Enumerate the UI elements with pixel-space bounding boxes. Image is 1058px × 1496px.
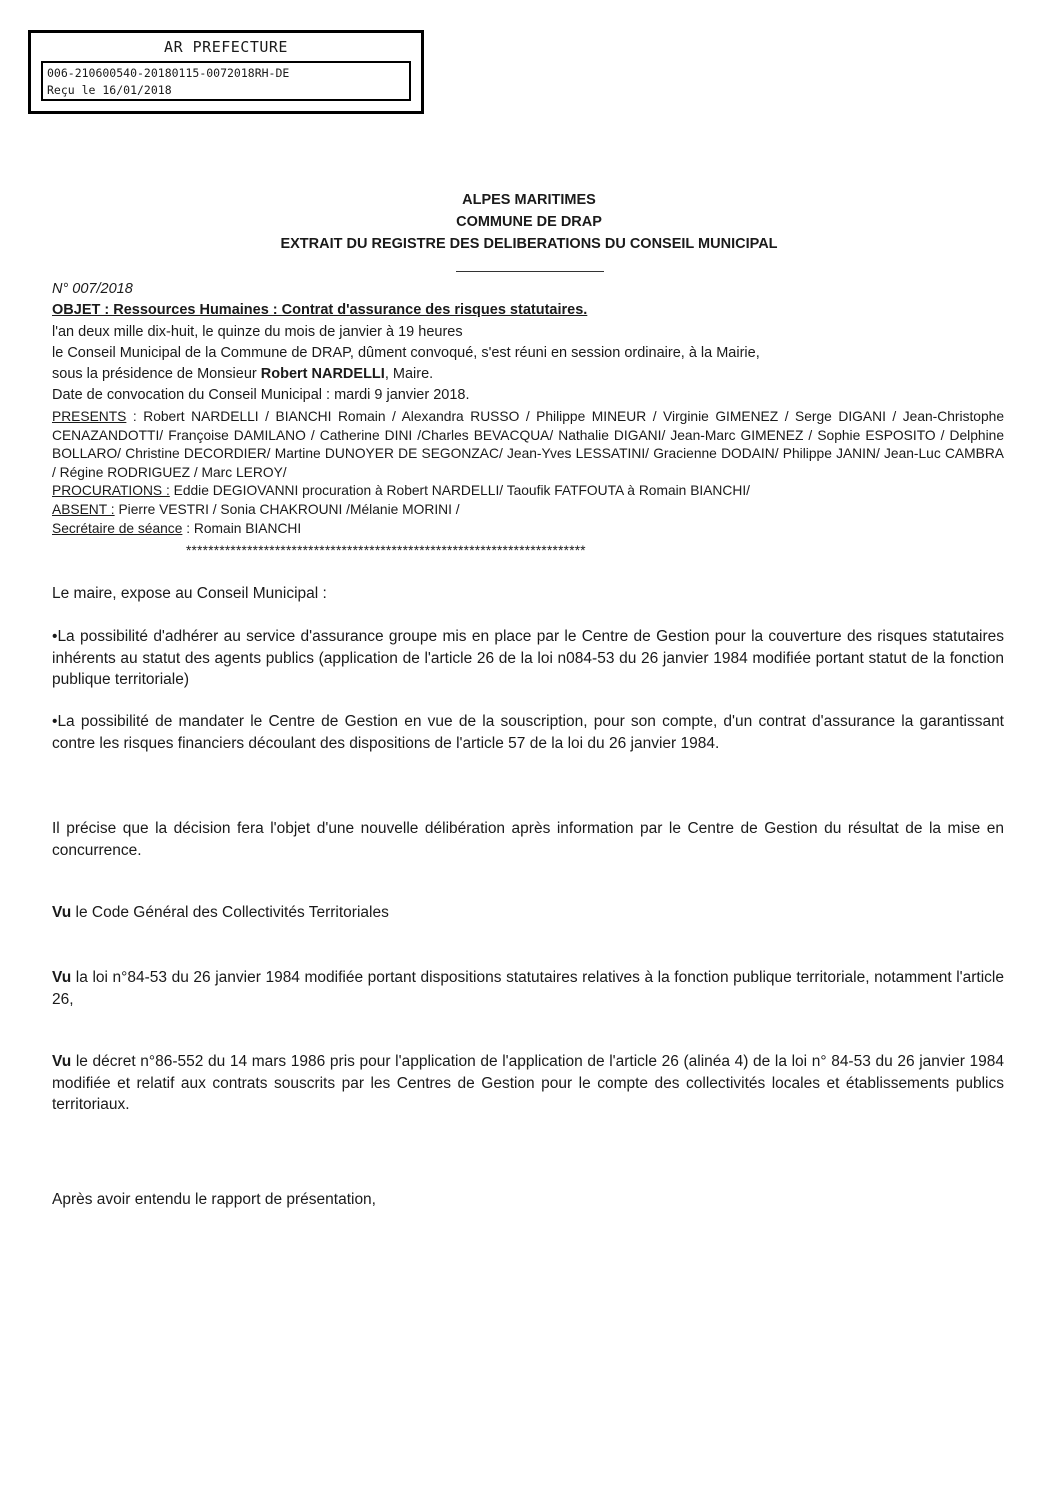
absent-paragraph <box>52 501 1004 520</box>
intro-line-3 <box>52 364 1004 385</box>
procurations-paragraph <box>52 482 1004 501</box>
attendance-list <box>52 408 1004 538</box>
header-region: ALPES MARITIMES <box>462 192 596 208</box>
visa-loi-text: la loi n°84-53 du 26 janvier 1984 modifiée portant dispositions statutaires relatives à la fonction publique territoriale, notamment l'article 26, <box>52 969 1004 1008</box>
deliberation-objet: OBJET : Ressources Humaines : Contrat d'assurance des risques statutaires. <box>52 302 588 318</box>
closing-line: Après avoir entendu le rapport de présentation, <box>52 1191 376 1208</box>
header-divider <box>456 271 604 272</box>
vu-label: Vu <box>52 969 72 986</box>
intro-presidence: sous la présidence de Monsieur <box>52 366 261 382</box>
deliberation-intro <box>52 322 1004 406</box>
secretaire-label: Secrétaire de séance <box>52 520 183 536</box>
secretaire-paragraph <box>52 520 1004 539</box>
intro-mayor-title: , Maire. <box>384 366 434 382</box>
header-commune: COMMUNE DE DRAP <box>456 214 602 230</box>
vu-label: Vu <box>52 1053 72 1070</box>
presents-names: : Robert NARDELLI / BIANCHI Romain / Alexandra RUSSO / Philippe MINEUR / Virginie GIMENEZ / Serge DIGANI / Jean-Christophe CENAZANDOTTI/ Françoise DAMILANO / Catherine DINI /Charles BEVACQUA/ Nathalie DIGANI/ Jean-Marc GIMENEZ / Sophie ESPOSITO / Delphine BOLLARO/ Christine DECORDIER/ Martine DUNOYER DE SEGONZAC/ Jean-Yves LESSATINI/ Gracienne DODAIN/ Philippe JANIN/ Jean-Luc CAMBRA / Régine RODRIGUEZ / Marc LEROY/ <box>52 409 1004 480</box>
vu-label: Vu <box>52 904 72 921</box>
bullet-symbol: • <box>52 713 58 730</box>
presents-label: PRESENTS <box>52 409 127 424</box>
mayor-name: Robert NARDELLI <box>260 366 385 382</box>
expose-lead: Le maire, expose au Conseil Municipal : <box>52 585 327 602</box>
visa-decret-86-552 <box>52 1051 1004 1116</box>
procurations-names: Eddie DEGIOVANNI procuration à Robert NARDELLI/ Taoufik FATFOUTA à Romain BIANCHI/ <box>169 483 750 499</box>
intro-line-1: l'an deux mille dix-huit, le quinze du mois de janvier à 19 heures <box>52 324 463 340</box>
deliberation-number: N° 007/2018 <box>52 281 133 297</box>
stamp-id: 006-210600540-20180115-0072018RH-DE <box>47 66 290 80</box>
stamp-details <box>41 61 411 101</box>
header-extract-title: EXTRAIT DU REGISTRE DES DELIBERATIONS DU CONSEIL MUNICIPAL <box>280 236 778 252</box>
presents-paragraph <box>52 408 1004 482</box>
stamp-received: Reçu le 16/01/2018 <box>47 83 172 97</box>
expose-bullet-1 <box>52 626 1004 691</box>
intro-line-2: le Conseil Municipal de la Commune de DRAP, dûment convoqué, s'est réuni en session ordinaire, à la Mairie, <box>52 345 760 361</box>
precise-paragraph: Il précise que la décision fera l'objet d'une nouvelle délibération après information par le Centre de Gestion du résultat de la mise en concurrence. <box>52 820 1004 859</box>
expose-bullet-2 <box>52 711 1004 754</box>
bullet-symbol: • <box>52 628 58 645</box>
visa-loi-84-53 <box>52 967 1004 1010</box>
prefecture-stamp <box>28 30 424 114</box>
bullet-2-text: La possibilité de mandater le Centre de Gestion en vue de la souscription, pour son compte, d'un contrat d'assurance la garantissant contre les risques financiers découlant des dispositions de l'article 57 de la loi du 26 janvier 1984. <box>52 713 1004 752</box>
bullet-1-text: La possibilité d'adhérer au service d'assurance groupe mis en place par le Centre de Gestion pour la couverture des risques statutaires inhérents au statut des agents publics (application de l'article 26 de la loi n084-53 du 26 janvier 1984 modifiée portant statut de la fonction publique territoriale) <box>52 628 1004 688</box>
secretaire-name: : Romain BIANCHI <box>182 520 302 536</box>
separator-stars: ************************************************************************ <box>186 543 586 558</box>
stamp-title: AR PREFECTURE <box>164 38 288 56</box>
visa-cgct-text: le Code Général des Collectivités Territoriales <box>71 904 389 921</box>
intro-line-4: Date de convocation du Conseil Municipal : mardi 9 janvier 2018. <box>52 387 470 403</box>
visa-decret-text: le décret n°86-552 du 14 mars 1986 pris pour l'application de l'application de l'article 26 (alinéa 4) de la loi n° 84-53 du 26 janvier 1984 modifiée et relatif aux contrats souscrits par les Centres de Gestion pour le compte des collectivités locales et établissements publics territoriaux. <box>52 1053 1004 1113</box>
document-header <box>0 189 1058 255</box>
absent-label: ABSENT : <box>52 501 115 517</box>
visa-cgct <box>52 902 1004 924</box>
procurations-label: PROCURATIONS : <box>52 483 170 499</box>
absent-names: Pierre VESTRI / Sonia CHAKROUNI /Mélanie MORINI / <box>114 501 460 517</box>
